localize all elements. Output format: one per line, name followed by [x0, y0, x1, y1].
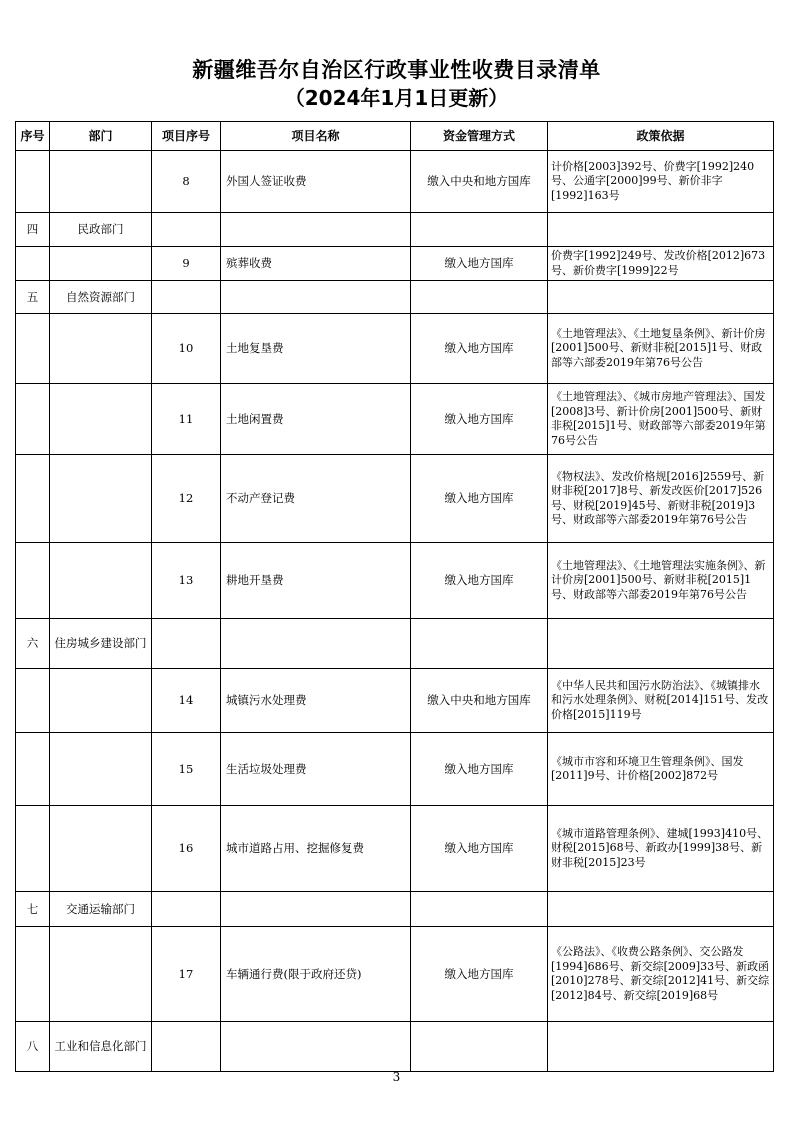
cell-fund-management — [411, 213, 548, 247]
cell-policy-basis — [548, 1022, 774, 1072]
document-title: 新疆维吾尔自治区行政事业性收费目录清单 — [192, 58, 601, 82]
cell-policy-basis: 《中华人民共和国污水防治法》、《城镇排水和污水处理条例》、财税[2014]151号、发改价格[2015]119号 — [548, 669, 774, 733]
cell-fund-management: 缴入地方国库 — [411, 806, 548, 892]
table-row — [16, 151, 774, 213]
cell-department — [50, 151, 152, 213]
cell-policy-basis: 《城市市容和环境卫生管理条例》、国发[2011]9号、计价格[2002]872号 — [548, 733, 774, 806]
cell-item-no: 13 — [152, 543, 221, 619]
cell-fund-management: 缴入中央和地方国库 — [411, 151, 548, 213]
cell-department — [50, 314, 152, 384]
cell-item-no: 8 — [152, 151, 221, 213]
cell-item-no — [152, 213, 221, 247]
cell-fund-management: 缴入地方国库 — [411, 247, 548, 281]
cell-item-name: 耕地开垦费 — [221, 543, 411, 619]
cell-department — [50, 806, 152, 892]
cell-seq — [16, 669, 50, 733]
cell-item-no — [152, 281, 221, 314]
cell-department — [50, 384, 152, 455]
table-row — [16, 543, 774, 619]
cell-item-no: 9 — [152, 247, 221, 281]
cell-department: 工业和信息化部门 — [50, 1022, 152, 1072]
document-subtitle-date: （2024年1月1日更新） — [284, 86, 509, 110]
cell-policy-basis — [548, 281, 774, 314]
cell-seq — [16, 927, 50, 1022]
cell-seq: 八 — [16, 1022, 50, 1072]
header-fund-management: 资金管理方式 — [411, 122, 548, 151]
cell-policy-basis: 《土地管理法》、《土地管理法实施条例》、新计价房[2001]500号、新财非税[2015]1号、财政部等六部委2019年第76号公告 — [548, 543, 774, 619]
header-department: 部门 — [50, 122, 152, 151]
cell-seq — [16, 543, 50, 619]
page-number: 3 — [392, 1070, 401, 1084]
cell-item-name: 生活垃圾处理费 — [221, 733, 411, 806]
cell-fund-management: 缴入地方国库 — [411, 455, 548, 543]
cell-seq — [16, 247, 50, 281]
cell-policy-basis: 《土地管理法》、《土地复垦条例》、新计价房[2001]500号、新财非税[2015]1号、财政部等六部委2019年第76号公告 — [548, 314, 774, 384]
cell-department — [50, 669, 152, 733]
cell-item-name: 殡葬收费 — [221, 247, 411, 281]
cell-seq: 五 — [16, 281, 50, 314]
cell-item-name — [221, 619, 411, 669]
table-row — [16, 384, 774, 455]
cell-item-no — [152, 619, 221, 669]
cell-fund-management — [411, 281, 548, 314]
cell-policy-basis — [548, 619, 774, 669]
cell-policy-basis: 价费字[1992]249号、发改价格[2012]673号、新价费字[1999]22号 — [548, 247, 774, 281]
cell-seq: 六 — [16, 619, 50, 669]
table-row — [16, 455, 774, 543]
cell-item-name: 外国人签证收费 — [221, 151, 411, 213]
cell-policy-basis — [548, 892, 774, 927]
header-policy-basis: 政策依据 — [548, 122, 774, 151]
cell-department — [50, 455, 152, 543]
cell-department: 交通运输部门 — [50, 892, 152, 927]
fee-catalog-table — [15, 121, 774, 1072]
cell-department: 自然资源部门 — [50, 281, 152, 314]
header-item-no: 项目序号 — [152, 122, 221, 151]
cell-item-name: 土地闲置费 — [221, 384, 411, 455]
cell-item-no: 16 — [152, 806, 221, 892]
cell-policy-basis: 《城市道路管理条例》、建城[1993]410号、财税[2015]68号、新政办[1999]38号、新财非税[2015]23号 — [548, 806, 774, 892]
table-row — [16, 927, 774, 1022]
cell-item-no: 15 — [152, 733, 221, 806]
cell-fund-management: 缴入中央和地方国库 — [411, 669, 548, 733]
cell-seq — [16, 455, 50, 543]
table-row — [16, 314, 774, 384]
cell-item-name — [221, 1022, 411, 1072]
cell-fund-management: 缴入地方国库 — [411, 733, 548, 806]
table-row — [16, 733, 774, 806]
cell-item-no: 12 — [152, 455, 221, 543]
cell-item-name: 城市道路占用、挖掘修复费 — [221, 806, 411, 892]
cell-item-no: 10 — [152, 314, 221, 384]
cell-item-name: 车辆通行费(限于政府还贷) — [221, 927, 411, 1022]
cell-seq — [16, 314, 50, 384]
table-row — [16, 669, 774, 733]
cell-policy-basis: 《土地管理法》、《城市房地产管理法》、国发[2008]3号、新计价房[2001]500号、新财非税[2015]1号、财政部等六部委2019年第76号公告 — [548, 384, 774, 455]
cell-policy-basis — [548, 213, 774, 247]
cell-item-name — [221, 281, 411, 314]
cell-fund-management: 缴入地方国库 — [411, 384, 548, 455]
cell-department: 住房城乡建设部门 — [50, 619, 152, 669]
cell-item-name: 土地复垦费 — [221, 314, 411, 384]
cell-fund-management — [411, 619, 548, 669]
cell-fund-management — [411, 1022, 548, 1072]
cell-department — [50, 927, 152, 1022]
cell-department — [50, 543, 152, 619]
cell-fund-management: 缴入地方国库 — [411, 927, 548, 1022]
cell-seq — [16, 806, 50, 892]
cell-fund-management — [411, 892, 548, 927]
header-item-name: 项目名称 — [221, 122, 411, 151]
table-row — [16, 892, 774, 927]
cell-item-name: 不动产登记费 — [221, 455, 411, 543]
cell-fund-management: 缴入地方国库 — [411, 543, 548, 619]
table-row — [16, 1022, 774, 1072]
cell-item-no — [152, 892, 221, 927]
cell-item-name: 城镇污水处理费 — [221, 669, 411, 733]
cell-item-no: 17 — [152, 927, 221, 1022]
cell-department — [50, 733, 152, 806]
cell-policy-basis: 《公路法》、《收费公路条例》、交公路发[1994]686号、新交综[2009]33号、新政函[2010]278号、新交综[2012]41号、新交综[2012]84号、新交综[2019]68号 — [548, 927, 774, 1022]
cell-department — [50, 247, 152, 281]
header-seq: 序号 — [16, 122, 50, 151]
cell-seq — [16, 384, 50, 455]
cell-policy-basis: 《物权法》、发改价格规[2016]2559号、新财非税[2017]8号、新发改医价[2017]526号、财税[2019]45号、新财非税[2019]3号、财政部等六部委2019年第76号公告 — [548, 455, 774, 543]
cell-seq — [16, 733, 50, 806]
cell-item-name — [221, 213, 411, 247]
cell-seq — [16, 151, 50, 213]
cell-item-no: 14 — [152, 669, 221, 733]
cell-fund-management: 缴入地方国库 — [411, 314, 548, 384]
cell-item-no: 11 — [152, 384, 221, 455]
table-row — [16, 281, 774, 314]
table-row — [16, 213, 774, 247]
cell-item-name — [221, 892, 411, 927]
cell-policy-basis: 计价格[2003]392号、价费字[1992]240号、公通字[2000]99号、新价非字[1992]163号 — [548, 151, 774, 213]
table-header-row — [16, 122, 774, 151]
cell-seq: 七 — [16, 892, 50, 927]
table-row — [16, 619, 774, 669]
table-row — [16, 247, 774, 281]
cell-item-no — [152, 1022, 221, 1072]
cell-seq: 四 — [16, 213, 50, 247]
table-row — [16, 806, 774, 892]
cell-department: 民政部门 — [50, 213, 152, 247]
